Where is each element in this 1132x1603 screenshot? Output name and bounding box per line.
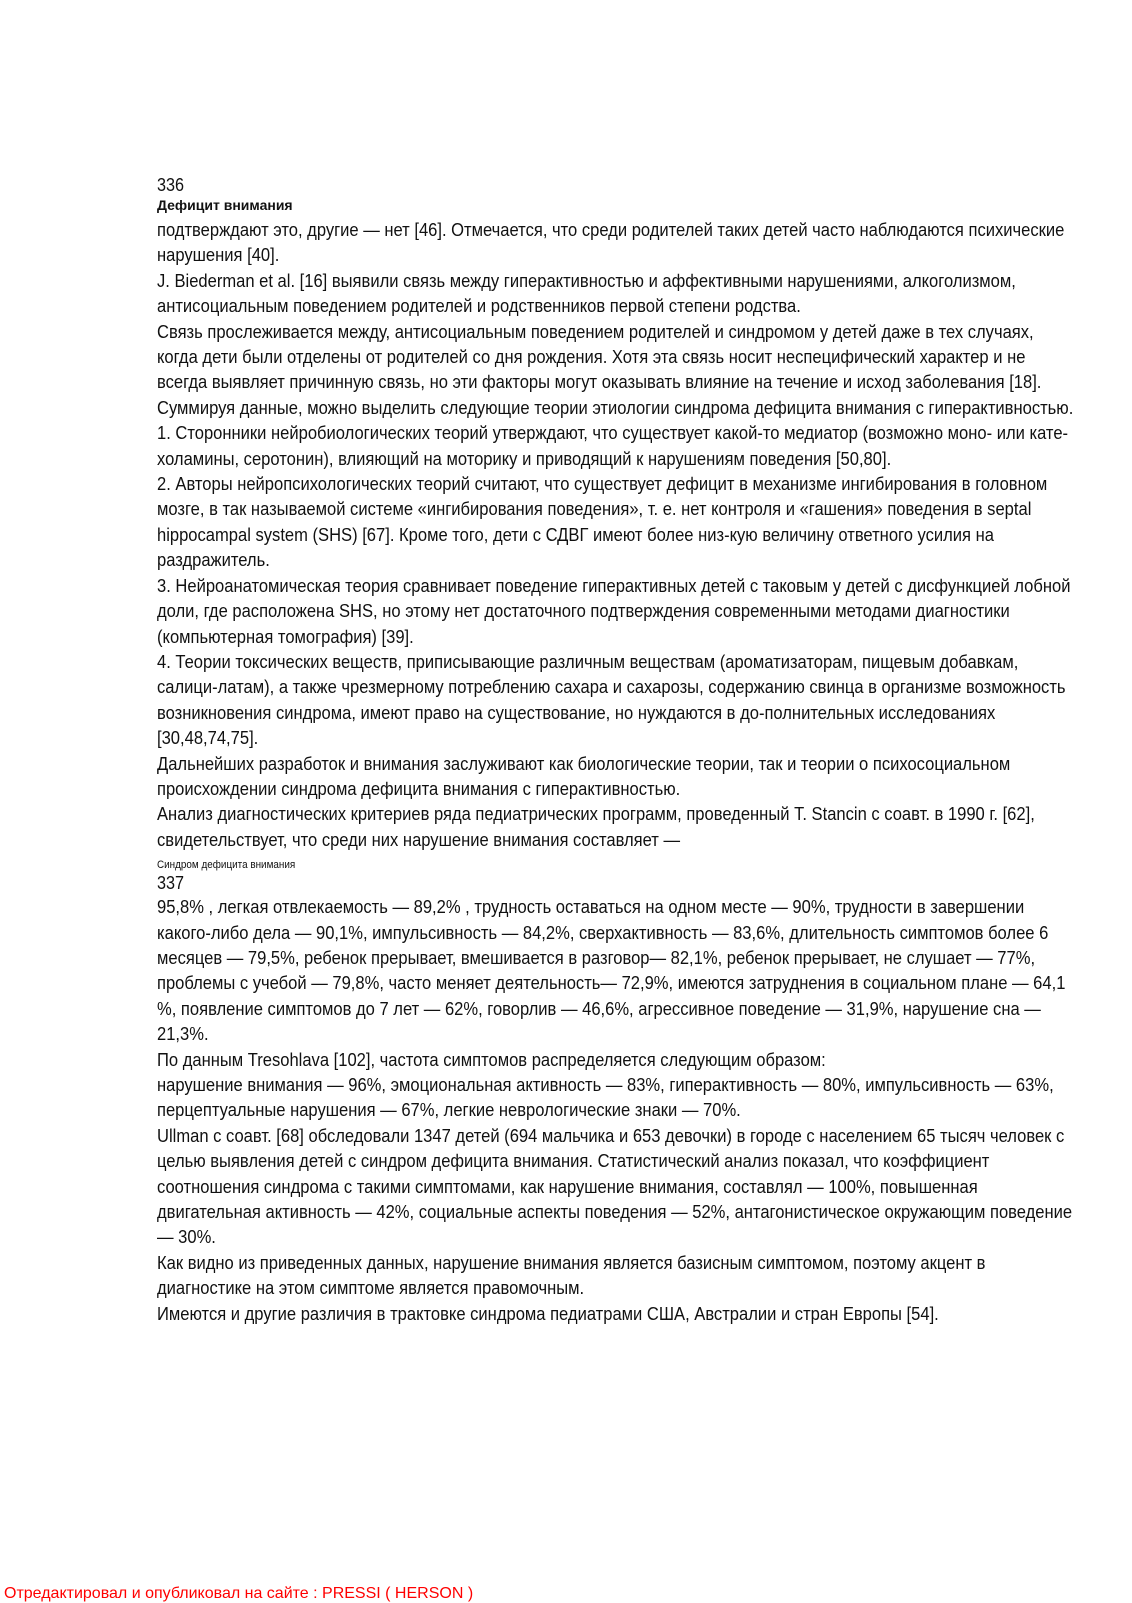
paragraph: 4. Теории токсических веществ, приписывающие различным веществам (ароматизаторам, пищевым добавкам, салици-латам), а также чрезмерному потреблению сахара и сахарозы, содержанию свинца в организме возможность возникновения синдрома, имеют право на существование, но нуждаются в до-полнительных исследованиях [30,48,74,75].	[157, 650, 1066, 749]
paragraph: Имеются и другие различия в трактовке синдрома педиатрами США, Австралии и стран Европы [54].	[157, 1302, 939, 1324]
paragraph: Связь прослеживается между, антисоциальным поведением родителей и синдромом у детей даже в тех случаях, когда дети были отделены от родителей со дня рождения. Хотя эта связь носит неспецифический характер и не всегда выявляет причинную связь, но эти факторы могут оказывать влияние на течение и исход заболевания [18].	[157, 320, 1042, 393]
paragraph: 2. Авторы нейропсихологических теорий считают, что существует дефицит в механизме ингибирования в головном мозге, в так называемой системе «ингибирования поведения», т. е. нет контроля и «гашения» поведения в septal hippocampal system (SHS) [67]. Кроме того, дети с СДВГ имеют более низ-кую величину ответного усилия на раздражитель.	[157, 473, 1048, 571]
running-head: Дефицит внимания	[157, 197, 293, 213]
page-number: 336	[157, 175, 185, 195]
paragraph: J. Biederman et al. [16] выявили связь между гиперактивностью и аффективными нарушениями, алкоголизмом, антисоциальным поведением родителей и родственников первой степени родства.	[157, 269, 1016, 317]
document-page	[157, 174, 1077, 1326]
paragraph: По данным Tresohlava [102], частота симптомов распределяется следующим образом:	[157, 1048, 826, 1070]
site-credit: Отредактировал и опубликовал на сайте : PRESSI ( HERSON )	[4, 1585, 474, 1602]
paragraph: Как видно из приведенных данных, нарушение внимания является базисным симптомом, поэтому акцент в диагностике на этом симптоме является правомочным.	[157, 1251, 986, 1299]
running-foot: Синдром дефицита внимания	[157, 859, 296, 872]
paragraph: Анализ диагностических критериев ряда педиатрических программ, проведенный Т. Stancin с соавт. в 1990 г. [62], свидетельствует, что среди них нарушение внимания составляет —	[157, 803, 1035, 850]
page-number: 337	[157, 873, 185, 894]
paragraph: подтверждают это, другие — нет [46]. Отмечается, что среди родителей таких детей часто наблюдаются психические нарушения [40].	[157, 219, 1065, 266]
paragraph: Суммируя данные, можно выделить следующие теории этиологии синдрома дефицита внимания с гиперактивностью.	[157, 396, 1074, 418]
paragraph: нарушение внимания — 96%, эмоциональная активность — 83%, гиперактивность — 80%, импульсивность — 63%, перцептуальные нарушения — 67%, легкие неврологические знаки — 70%.	[157, 1074, 1054, 1121]
paragraph: 1. Сторонники нейробиологических теорий утверждают, что существует какой-то медиатор (возможно моно- или кате-холамины, серотонин), влияющий на моторику и приводящий к нарушениям поведения [50,80].	[157, 422, 1069, 469]
paragraph: 3. Нейроанатомическая теория сравнивает поведение гиперактивных детей с таковым у детей с дисфункцией лобной доли, где расположена SHS, но этому нет достаточного подтверждения современными методами диагностики (компьютерная томография) [39].	[157, 574, 1071, 647]
paragraph: Дальнейших разработок и внимания заслуживают как биологические теории, так и теории о психосоциальном происхождении синдрома дефицита внимания с гиперактивностью.	[157, 752, 1011, 799]
paragraph: 95,8% , легкая отвлекаемость — 89,2% , трудность оставаться на одном месте — 90%, трудности в завершении какого-либо дела — 90,1%, импульсивность — 84,2%, сверхактивность — 83,6%, длительность симптомов более 6 месяцев — 79,5%, ребенок прерывает, вмешивается в разговор— 82,1%, ребенок прерывает, не слушает — 77%, проблемы с учебой — 79,8%, часто меняет деятельность— 72,9%, имеются затруднения в социальном плане — 64,1 %, появление симптомов до 7 лет — 62%, говорлив — 46,6%, агрессивное поведение — 31,9%, нарушение сна — 21,3%.	[157, 896, 1066, 1045]
paragraph: Ullman с соавт. [68] обследовали 1347 детей (694 мальчика и 653 девочки) в городе с населением 65 тысяч человек с целью выявления детей с синдром дефицита внимания. Статистический анализ показал, что коэффициент соотношения синдрома с такими симптомами, как нарушение внимания, составлял — 100%, повышенная двигательная активность — 42%, социальные аспекты поведения — 52%, антагонистическое окружающим поведение — 30%.	[157, 1124, 1073, 1248]
